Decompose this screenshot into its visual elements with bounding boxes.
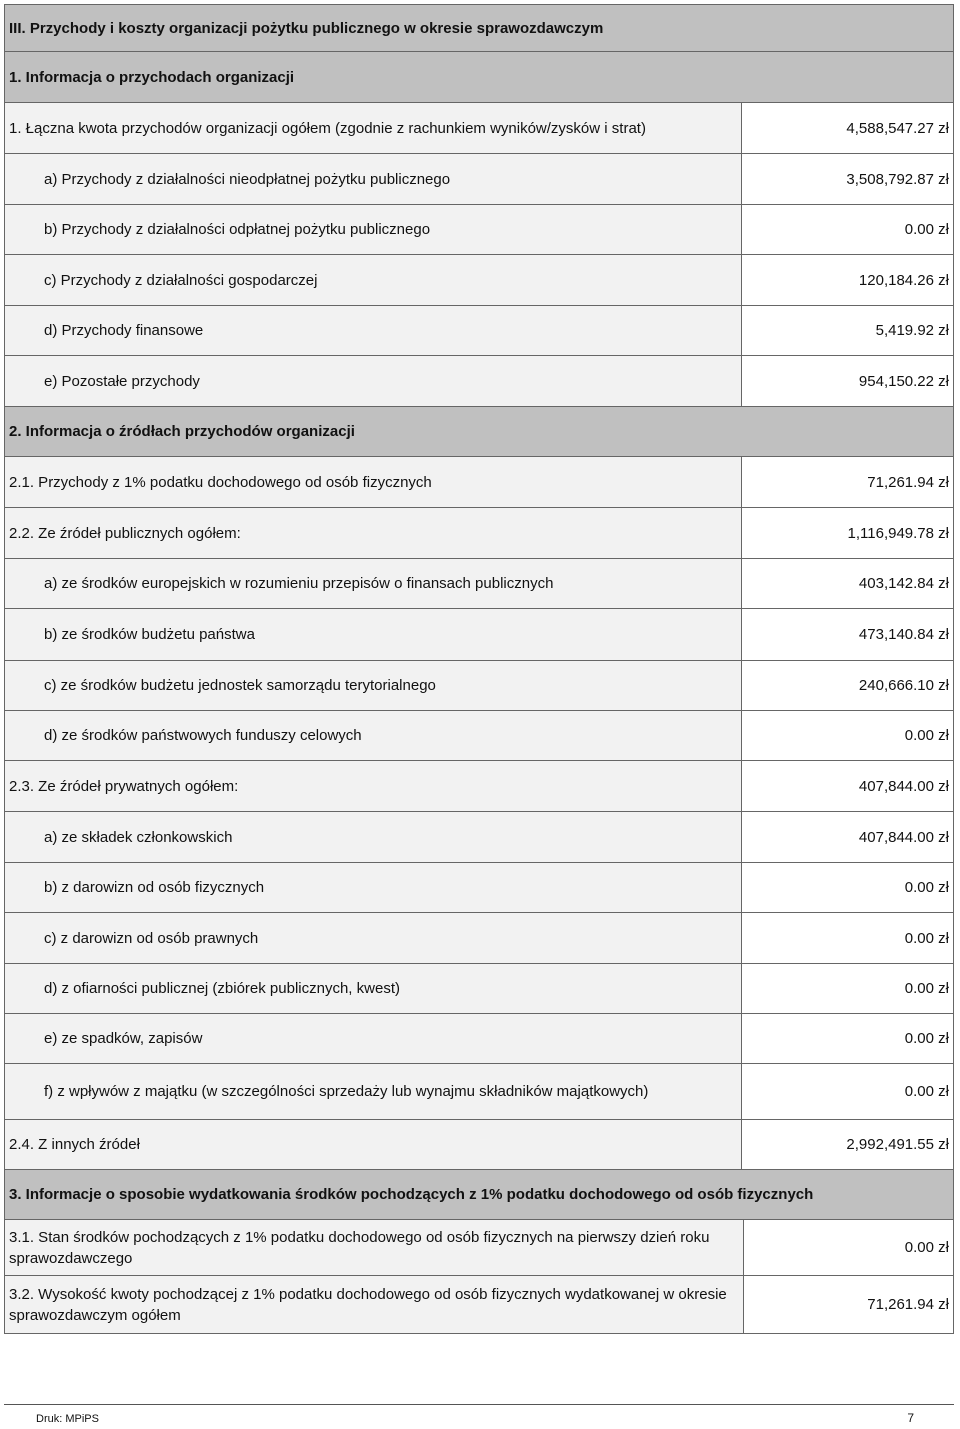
table-row: [4, 205, 954, 255]
row-label: 2.4. Z innych źródeł: [9, 1136, 140, 1153]
section-title: III. Przychody i koszty organizacji pożytku publicznego w okresie sprawozdawczym: [4, 4, 954, 52]
table-row: [4, 1120, 954, 1170]
row-label: d) ze środków państwowych funduszy celowych: [44, 727, 362, 744]
row-label: 1. Łączna kwota przychodów organizacji ogółem (zgodnie z rachunkiem wyników/zysków i strat): [9, 119, 646, 137]
table-row: [4, 661, 954, 711]
row-value: 0.00 zł: [741, 205, 953, 254]
spending-rows: [4, 1220, 954, 1334]
table-row: [4, 356, 954, 407]
table-row: [4, 964, 954, 1014]
row-label: 2.3. Ze źródeł prywatnych ogółem:: [9, 777, 239, 795]
table-row: [4, 761, 954, 812]
table-row: [4, 1220, 954, 1276]
table-row: [4, 863, 954, 913]
table-row: [4, 711, 954, 761]
table-row: [4, 457, 954, 508]
row-value: 120,184.26 zł: [741, 255, 953, 305]
subsection-1-title: 1. Informacja o przychodach organizacji: [4, 52, 954, 103]
row-value: 2,992,491.55 zł: [741, 1120, 953, 1169]
row-label: 3.1. Stan środków pochodzących z 1% podatku dochodowego od osób fizycznych na pierwszy dzień roku sprawozdawczego: [9, 1228, 710, 1267]
row-value: 3,508,792.87 zł: [741, 154, 953, 204]
table-row: [4, 1064, 954, 1120]
income-sources-rows: [4, 457, 954, 1170]
row-value: 0.00 zł: [741, 1014, 953, 1063]
row-value: 1,116,949.78 zł: [741, 508, 953, 558]
row-value: 473,140.84 zł: [741, 609, 953, 660]
table-row: [4, 508, 954, 559]
table-row: [4, 154, 954, 205]
table-row: [4, 1276, 954, 1334]
table-row: [4, 913, 954, 964]
income-rows: [4, 103, 954, 407]
row-value: 71,261.94 zł: [741, 457, 953, 507]
row-value: 0.00 zł: [741, 863, 953, 912]
row-label: a) ze składek członkowskich: [44, 828, 233, 846]
row-label: c) ze środków budżetu jednostek samorządu terytorialnego: [44, 677, 436, 694]
row-label: e) Pozostałe przychody: [44, 372, 200, 390]
row-value: 403,142.84 zł: [741, 559, 953, 608]
row-value: 407,844.00 zł: [741, 761, 953, 811]
row-value: 954,150.22 zł: [741, 356, 953, 406]
row-label: b) Przychody z działalności odpłatnej pożytku publicznego: [44, 221, 431, 238]
row-value: 5,419.92 zł: [741, 306, 953, 355]
row-value: 0.00 zł: [741, 913, 953, 963]
row-label: f) z wpływów z majątku (w szczególności sprzedaży lub wynajmu składników majątkowych): [44, 1083, 649, 1100]
row-value: 0.00 zł: [743, 1220, 953, 1275]
table-row: [4, 306, 954, 356]
row-value: 0.00 zł: [741, 711, 953, 760]
row-value: 407,844.00 zł: [741, 812, 953, 862]
table-row: [4, 559, 954, 609]
printer-label: Druk: MPiPS: [36, 1413, 99, 1425]
table-row: [4, 255, 954, 306]
row-label: b) z darowizn od osób fizycznych: [44, 879, 265, 896]
table-row: [4, 609, 954, 661]
row-value: 240,666.10 zł: [741, 661, 953, 710]
row-value: 4,588,547.27 zł: [741, 103, 953, 153]
row-value: 0.00 zł: [741, 1064, 953, 1119]
page-number: 7: [907, 1411, 914, 1425]
row-label: 2.1. Przychody z 1% podatku dochodowego od osób fizycznych: [9, 473, 432, 491]
row-label: b) ze środków budżetu państwa: [44, 626, 255, 643]
report-table: [4, 4, 954, 1334]
row-label: 2.2. Ze źródeł publicznych ogółem:: [9, 524, 241, 542]
table-row: [4, 103, 954, 154]
table-row: [4, 1014, 954, 1064]
row-label: 3.2. Wysokość kwoty pochodzącej z 1% podatku dochodowego od osób fizycznych wydatkowanej w okresie sprawozdawczym ogółem: [9, 1285, 727, 1324]
row-label: c) z darowizn od osób prawnych: [44, 929, 259, 947]
row-label: a) Przychody z działalności nieodpłatnej pożytku publicznego: [44, 170, 451, 188]
page-footer: [4, 1404, 954, 1425]
row-label: c) Przychody z działalności gospodarczej: [44, 271, 318, 289]
row-label: a) ze środków europejskich w rozumieniu przepisów o finansach publicznych: [44, 575, 554, 592]
row-value: 71,261.94 zł: [743, 1276, 953, 1333]
subsection-2-title: 2. Informacja o źródłach przychodów organizacji: [4, 407, 954, 457]
row-label: e) ze spadków, zapisów: [44, 1030, 203, 1047]
row-label: d) Przychody finansowe: [44, 322, 204, 339]
row-label: d) z ofiarności publicznej (zbiórek publicznych, kwest): [44, 980, 400, 997]
subsection-3-title: 3. Informacje o sposobie wydatkowania środków pochodzących z 1% podatku dochodowego od osób fizycznych: [4, 1170, 954, 1220]
table-row: [4, 812, 954, 863]
row-value: 0.00 zł: [741, 964, 953, 1013]
